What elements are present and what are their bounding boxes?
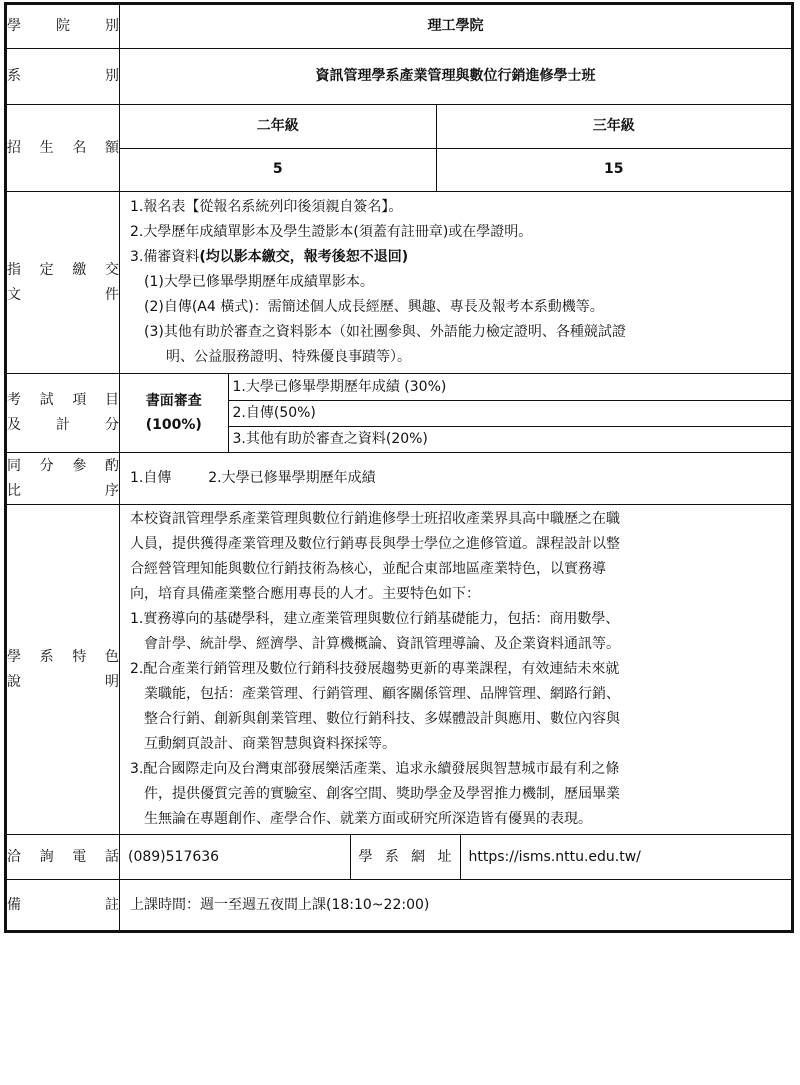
document-subitem-2: (2)自傳(A4 橫式)：需簡述個人成長經歷、興趣、專長及報考本系動機等。 [144,299,604,315]
exam-label: 考 試 項 目 及 計 分 [6,374,120,453]
features-intro-3: 合經營管理知能與數位行銷技術為核心，並配合東部地區產業特色，以實務導 [130,561,606,577]
feature-point-2: 2.配合產業行銷管理及數位行銷科技發展趨勢更新的專業課程，有效連結未來就 業職能，包括：產業管理、行銷管理、顧客關係管理、品牌管理、網路行銷、 整合行銷、創新與創業管理、數位行銷科技、多媒體設計與應用、數位內容與 互動網頁設計、商業智慧與資料探採等。 [130,661,620,752]
phone-value: (089)517636 [120,835,350,879]
exam-method: 書面審查 (100%) [120,374,228,452]
college-row [6,4,793,49]
web-label: 學 系 網 址 [350,835,460,879]
document-item-2: 2.大學歷年成績單影本及學生證影本(須蓋有註冊章)或在學證明。 [130,224,533,240]
tiebreak-content [120,453,793,505]
notes-value: 上課時間：週一至週五夜間上課(18:10~22:00) [120,880,793,932]
contact-row [6,835,793,880]
grade3-value: 15 [436,148,791,191]
tiebreak-item-1: 1.自傳 [130,470,172,486]
features-label: 學 系 特 色 說 明 [6,505,120,835]
tiebreak-label: 同 分 參 酌 比 序 [6,453,120,505]
document-subitem-3-cont: 明、公益服務證明、特殊優良事蹟等）。 [166,349,411,365]
feature-point-1: 1.實務導向的基礎學科，建立產業管理與數位行銷基礎能力，包括：商用數學、 會計學、統計學、經濟學、計算機概論、資訊管理導論、及企業資料通訊等。 [130,611,620,652]
department-row [6,49,793,105]
features-content [120,505,793,835]
features-row [6,505,793,835]
admission-table [4,2,794,933]
notes-row [6,880,793,932]
notes-label: 備 註 [6,880,120,932]
exam-item-1: 1.大學已修畢學期歷年成績 (30%) [229,375,792,401]
documents-content [120,192,793,374]
documents-row [6,192,793,374]
quota-row [6,105,793,192]
features-intro-1: 本校資訊管理學系產業管理與數位行銷進修學士班招收產業界具高中職歷之在職 [130,511,620,527]
exam-item-3: 3.其他有助於審查之資料(20%) [232,430,428,447]
web-link[interactable]: https://isms.nttu.edu.tw/ [468,848,641,865]
department-value: 資訊管理學系產業管理與數位行銷進修學士班 [120,49,793,105]
exam-item-2: 2.自傳(50%) [229,401,792,427]
features-intro-4: 向，培育具備產業整合應用專長的人才。主要特色如下： [130,586,480,602]
department-label: 系 別 [6,49,120,105]
features-intro-2: 人員，提供獲得產業管理及數位行銷專長與學士學位之進修管道。課程設計以整 [130,536,620,552]
grade2-value: 5 [120,148,436,191]
document-subitem-1: (1)大學已修畢學期歷年成績單影本。 [144,274,374,290]
documents-label: 指 定 繳 交 文 件 [6,192,120,374]
document-item-3: 3.備審資料(均以影本繳交，報考後恕不退回) [130,249,409,265]
document-subitem-3: (3)其他有助於審查之資料影本（如社團參與、外語能力檢定證明、各種競試證 [144,324,626,340]
college-value: 理工學院 [120,4,793,49]
phone-label: 洽 詢 電 話 [6,835,120,880]
college-label: 學 院 別 [6,4,120,49]
grade3-label: 三年級 [436,105,791,148]
feature-point-3: 3.配合國際走向及台灣東部發展樂活產業、追求永續發展與智慧城市最有利之條 件，提供優質完善的實驗室、創客空間、獎助學金及學習推力機制，歷屆畢業 生無論在專題創作、產學合作、就業方面或研究所深造皆有優異的表現。 [130,761,620,827]
grade2-label: 二年級 [120,105,436,148]
quota-label: 招 生 名 額 [6,105,120,192]
document-item-1: 1.報名表【從報名系統列印後須親自簽名】。 [130,199,403,215]
tiebreak-row [6,453,793,505]
exam-row [6,374,793,453]
tiebreak-item-2: 2.大學已修畢學期歷年成績 [208,470,376,486]
